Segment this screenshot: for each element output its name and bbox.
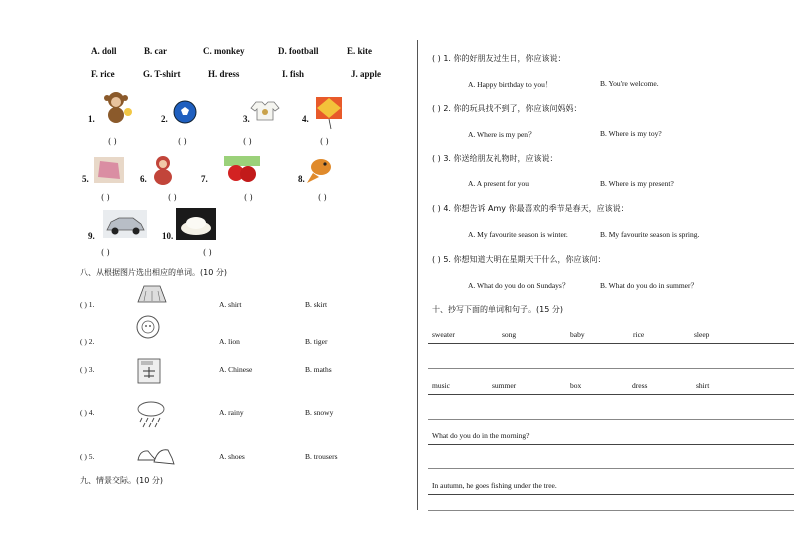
- answer-blank-5[interactable]: ( ): [101, 193, 110, 202]
- copy-sentence-1: What do you do in the morning?: [432, 431, 530, 440]
- s9-q4[interactable]: ( ) 4. 你想告诉 Amy 你最喜欢的季节是春天，应该说：: [432, 204, 629, 213]
- column-divider: [417, 40, 418, 510]
- s9-q3-b: B. Where is my present?: [600, 179, 674, 188]
- s8-q4-num[interactable]: ( ) 4.: [80, 408, 95, 417]
- option-dress: H. dress: [208, 69, 240, 79]
- t-shirt-icon: [250, 100, 280, 122]
- s9-q1-a: A. Happy birthday to you！: [468, 80, 553, 89]
- s8-q3-b: B. maths: [305, 365, 332, 374]
- maths-book-icon: [137, 358, 161, 384]
- pic-num-8: 8.: [298, 174, 305, 184]
- option-apple: J. apple: [351, 69, 382, 79]
- s9-q1[interactable]: ( ) 1. 你的好朋友过生日，你应该说：: [432, 54, 566, 63]
- s9-q4-a: A. My favourite season is winter.: [468, 230, 568, 239]
- writing-line[interactable]: [428, 444, 794, 445]
- s9-q5-a: A. What do you do on Sundays？: [468, 281, 570, 290]
- writing-line[interactable]: [428, 368, 794, 369]
- answer-blank-1[interactable]: ( ): [108, 137, 117, 146]
- s9-q2[interactable]: ( ) 2. 你的玩具找不到了，你应该问妈妈：: [432, 104, 582, 113]
- option-monkey: C. monkey: [203, 46, 245, 56]
- skirt-icon: [136, 283, 168, 305]
- option-football: D. football: [278, 46, 319, 56]
- section10-title: 十、抄写下面的单词和句子。(15 分): [432, 305, 563, 314]
- rice-icon: [176, 208, 216, 240]
- pic-num-2: 2.: [161, 114, 168, 124]
- option-tshirt: G. T-shirt: [143, 69, 181, 79]
- s9-q4-b: B. My favourite season is spring.: [600, 230, 700, 239]
- apple-icon: [224, 156, 260, 184]
- pic-num-9: 9.: [88, 231, 95, 241]
- s8-q2-num[interactable]: ( ) 2.: [80, 337, 95, 346]
- rain-cloud-icon: [134, 400, 168, 428]
- writing-line[interactable]: [428, 494, 794, 495]
- car-icon: [103, 210, 147, 238]
- lion-icon: [134, 314, 162, 342]
- writing-line[interactable]: [428, 419, 794, 420]
- copy-word-rice: rice: [633, 330, 645, 339]
- copy-word-dress: dress: [632, 381, 648, 390]
- writing-line[interactable]: [428, 394, 794, 395]
- dress-icon: [94, 157, 124, 183]
- answer-blank-7[interactable]: ( ): [244, 193, 253, 202]
- answer-blank-10[interactable]: ( ): [203, 248, 212, 257]
- answer-blank-3[interactable]: ( ): [243, 137, 252, 146]
- s9-q3-a: A. A present for you: [468, 179, 530, 188]
- writing-line[interactable]: [428, 510, 794, 511]
- section8-title: 八、从根据图片选出相应的单词。(10 分): [80, 268, 227, 277]
- pic-num-5: 5.: [82, 174, 89, 184]
- s9-q1-b: B. You're welcome.: [600, 79, 659, 88]
- answer-blank-2[interactable]: ( ): [178, 137, 187, 146]
- s8-q2-b: B. tiger: [305, 337, 328, 346]
- pic-num-7: 7.: [201, 174, 208, 184]
- s9-q3[interactable]: ( ) 3. 你送给朋友礼物时，应该说：: [432, 154, 558, 163]
- copy-word-box: box: [570, 381, 582, 390]
- copy-word-summer: summer: [492, 381, 517, 390]
- doll-icon: [149, 154, 177, 186]
- copy-word-baby: baby: [570, 330, 585, 339]
- copy-sentence-2: In autumn, he goes fishing under the tree.: [432, 481, 557, 490]
- answer-blank-4[interactable]: ( ): [320, 137, 329, 146]
- option-rice: F. rice: [91, 69, 115, 79]
- pic-num-6: 6.: [140, 174, 147, 184]
- s9-q5-b: B. What do you do in summer？: [600, 281, 698, 290]
- copy-word-sleep: sleep: [694, 330, 710, 339]
- writing-line[interactable]: [428, 468, 794, 469]
- answer-blank-6[interactable]: ( ): [168, 193, 177, 202]
- monkey-icon: [96, 88, 138, 124]
- pic-num-10: 10.: [162, 231, 174, 241]
- s8-q1-a: A. shirt: [219, 300, 242, 309]
- s8-q5-num[interactable]: ( ) 5.: [80, 452, 95, 461]
- copy-word-sweater: sweater: [432, 330, 455, 339]
- s9-q5[interactable]: ( ) 5. 你想知道大明在星期天干什么，你应该问：: [432, 255, 606, 264]
- answer-blank-8[interactable]: ( ): [318, 193, 327, 202]
- s8-q1-b: B. skirt: [305, 300, 328, 309]
- option-fish: I. fish: [282, 69, 305, 79]
- pic-num-4: 4.: [302, 114, 309, 124]
- s8-q1-num[interactable]: ( ) 1.: [80, 300, 95, 309]
- s8-q4-b: B. snowy: [305, 408, 334, 417]
- copy-word-music: music: [432, 381, 450, 390]
- copy-word-song: song: [502, 330, 517, 339]
- fish-icon: [305, 153, 337, 187]
- s9-q2-a: A. Where is my pen？: [468, 130, 536, 139]
- s8-q2-a: A. lion: [219, 337, 240, 346]
- s8-q5-a: A. shoes: [219, 452, 245, 461]
- s8-q3-a: A. Chinese: [219, 365, 253, 374]
- option-car: B. car: [144, 46, 167, 56]
- s8-q3-num[interactable]: ( ) 3.: [80, 365, 95, 374]
- kite-icon: [315, 96, 343, 130]
- s8-q5-b: B. trousers: [305, 452, 338, 461]
- option-doll: A. doll: [91, 46, 117, 56]
- copy-word-shirt: shirt: [696, 381, 710, 390]
- shoes-icon: [136, 442, 176, 468]
- football-icon: [172, 100, 198, 124]
- pic-num-3: 3.: [243, 114, 250, 124]
- s9-q2-b: B. Where is my toy?: [600, 129, 662, 138]
- pic-num-1: 1.: [88, 114, 95, 124]
- answer-blank-9[interactable]: ( ): [101, 248, 110, 257]
- option-kite: E. kite: [347, 46, 373, 56]
- writing-line[interactable]: [428, 343, 794, 344]
- section9-title: 九、情景交际。(10 分): [80, 476, 163, 485]
- s8-q4-a: A. rainy: [219, 408, 244, 417]
